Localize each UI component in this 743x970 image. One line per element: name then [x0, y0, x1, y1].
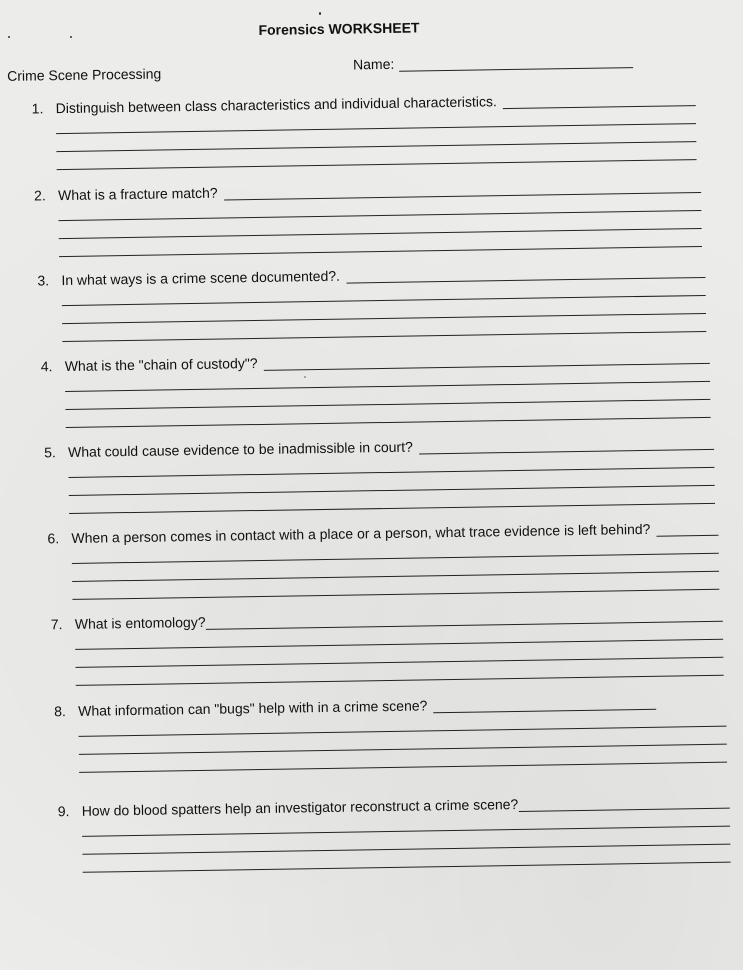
question-text: What information can "bugs" help with in a crime scene? [78, 697, 428, 719]
scan-speck [70, 36, 72, 38]
question-2 [34, 173, 702, 263]
question-text: In what ways is a crime scene documented?. [61, 267, 341, 289]
question-number: 1. [31, 100, 44, 117]
question-text: When a person comes in contact with a place or a person, what trace evidence is left behind? [71, 520, 651, 546]
question-text: Distinguish between class characteristics and individual characteristics. [55, 93, 497, 117]
question-7 [51, 602, 724, 693]
question-text: What is the "chain of custody"? [64, 355, 258, 375]
question-number: 8. [54, 703, 66, 720]
name-blank-line [399, 53, 633, 72]
scan-speck [304, 376, 306, 378]
question-3 [37, 258, 706, 348]
question-text: What is entomology? [74, 613, 206, 632]
question-4 [41, 344, 711, 434]
question-8 [54, 689, 727, 780]
name-field [353, 52, 633, 72]
question-number: 6. [47, 530, 60, 547]
scan-speck [319, 12, 321, 15]
question-number: 7. [50, 616, 63, 633]
question-1 [32, 86, 697, 176]
scan-speck [8, 36, 10, 38]
name-label: Name: [352, 55, 395, 73]
answer-blank-line [656, 521, 718, 537]
question-number: 2. [33, 187, 46, 204]
worksheet-subtitle: Crime Scene Processing [7, 65, 162, 84]
question-text: How do blood spatters help an investigator reconstruct a crime scene? [81, 795, 519, 819]
question-9 [58, 789, 731, 880]
question-number: 3. [37, 272, 50, 289]
question-6 [47, 516, 719, 607]
question-text: What is a fracture match? [57, 184, 218, 204]
question-number: 9. [57, 803, 70, 820]
question-5 [44, 430, 715, 521]
question-number: 5. [43, 444, 56, 461]
worksheet-title: Forensics WORKSHEET [258, 19, 420, 38]
answer-blank-line [503, 91, 696, 109]
question-text: What could cause evidence to be inadmissible in court? [67, 438, 413, 460]
question-number: 4. [40, 358, 53, 375]
